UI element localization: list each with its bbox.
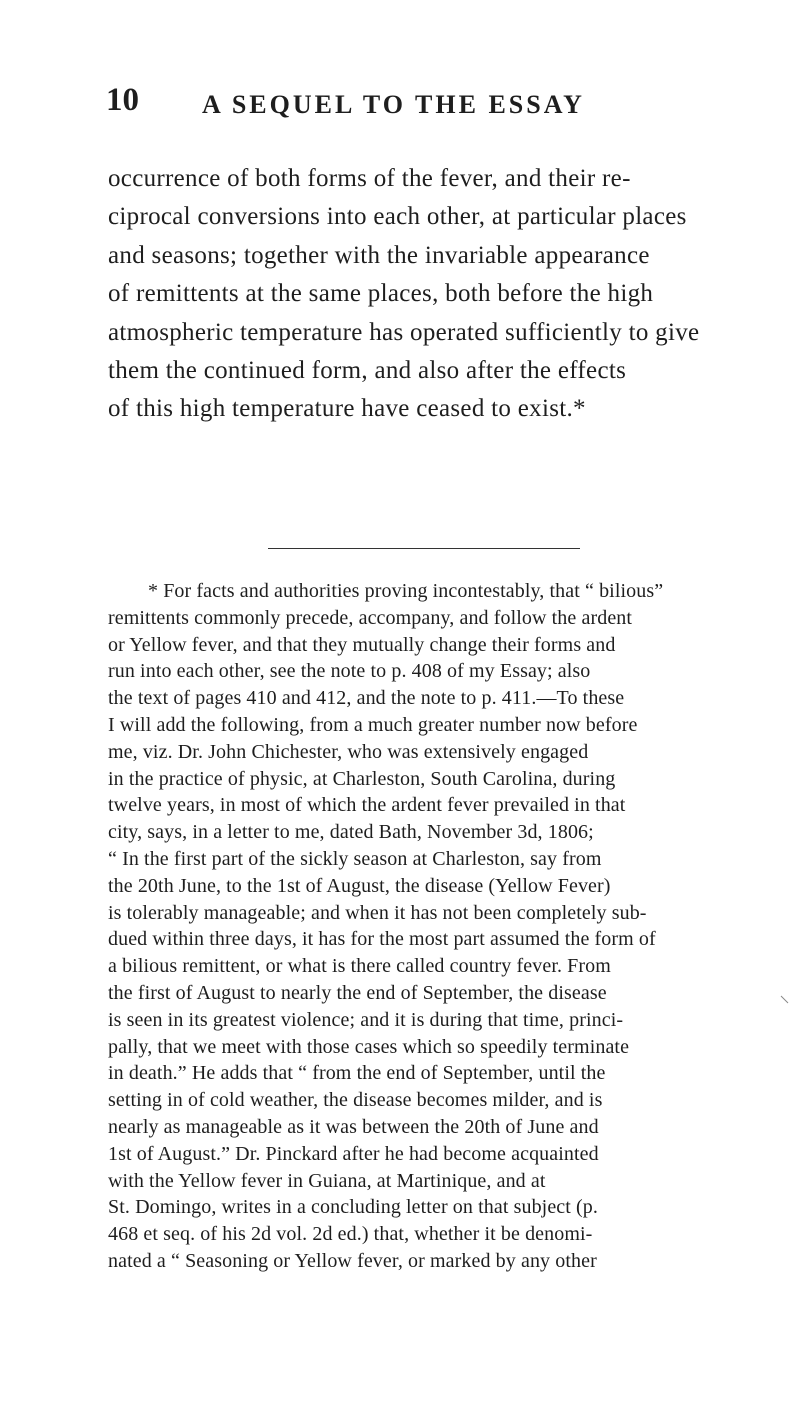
footnote-line: pally, that we meet with those cases which so speedily terminate [108,1035,630,1058]
body-line: of remittents at the same places, both before the high [108,280,654,308]
footnote-line: * For facts and authorities proving incontestably, that “ bilious” [148,580,664,602]
body-line: and seasons; together with the invariable appearance [108,241,650,269]
running-title: A SEQUEL TO THE ESSAY [202,90,585,119]
footnote-line: in the practice of physic, at Charleston, South Carolina, during [108,767,616,790]
body-line: them the continued form, and also after the effects [108,357,627,385]
footnote-line: in death.” He adds that “ from the end of September, until the [108,1062,606,1085]
footnote-line: with the Yellow fever in Guiana, at Martinique, and at [108,1169,546,1192]
footnote-line: setting in of cold weather, the disease becomes milder, and is [108,1089,603,1112]
footnote-line: is seen in its greatest violence; and it is during that time, princi- [108,1008,624,1031]
body-line: of this high temperature have ceased to exist.* [108,395,586,423]
page-header [106,82,746,132]
footnote-line: nated a “ Seasoning or Yellow fever, or marked by any other [108,1249,597,1272]
footnote-line: or Yellow fever, and that they mutually change their forms and [108,633,616,656]
footnote [108,578,728,1275]
footnote-line: “ In the first part of the sickly season at Charleston, say from [108,847,602,870]
footnote-line: the first of August to nearly the end of September, the disease [108,981,607,1004]
margin-tick-mark [780,995,790,1005]
body-line: atmospheric temperature has operated sufficiently to give [108,318,700,346]
footnote-line: I will add the following, from a much greater number now before [108,713,638,736]
body-line: occurrence of both forms of the fever, and their re- [108,165,631,192]
main-paragraph [108,160,728,429]
footnote-line: the 20th June, to the 1st of August, the disease (Yellow Fever) [108,874,611,897]
body-line: ciprocal conversions into each other, at particular places [108,203,687,231]
page-number: 10 [106,82,139,118]
footnote-line: twelve years, in most of which the ardent fever prevailed in that [108,794,626,817]
footnote-line: a bilious remittent, or what is there called country fever. From [108,955,611,978]
footnote-line: dued within three days, it has for the most part assumed the form of [108,928,656,951]
footnote-line: me, viz. Dr. John Chichester, who was extensively engaged [108,740,589,763]
footnote-line: nearly as manageable as it was between the 20th of June and [108,1115,599,1138]
footnote-line: St. Domingo, writes in a concluding letter on that subject (p. [108,1196,598,1219]
footnote-line: 468 et seq. of his 2d vol. 2d ed.) that, whether it be denomi- [108,1223,593,1246]
footnote-line: remittents commonly precede, accompany, and follow the ardent [108,606,633,629]
footnote-line: 1st of August.” Dr. Pinckard after he had become acquainted [108,1142,599,1165]
footnote-line: the text of pages 410 and 412, and the note to p. 411.—To these [108,687,625,710]
footnote-line: city, says, in a letter to me, dated Bath, November 3d, 1806; [108,821,594,844]
footnote-line: is tolerably manageable; and when it has not been completely sub- [108,901,647,924]
footnote-line: run into each other, see the note to p. 408 of my Essay; also [108,660,591,683]
footnote-divider [268,548,580,549]
